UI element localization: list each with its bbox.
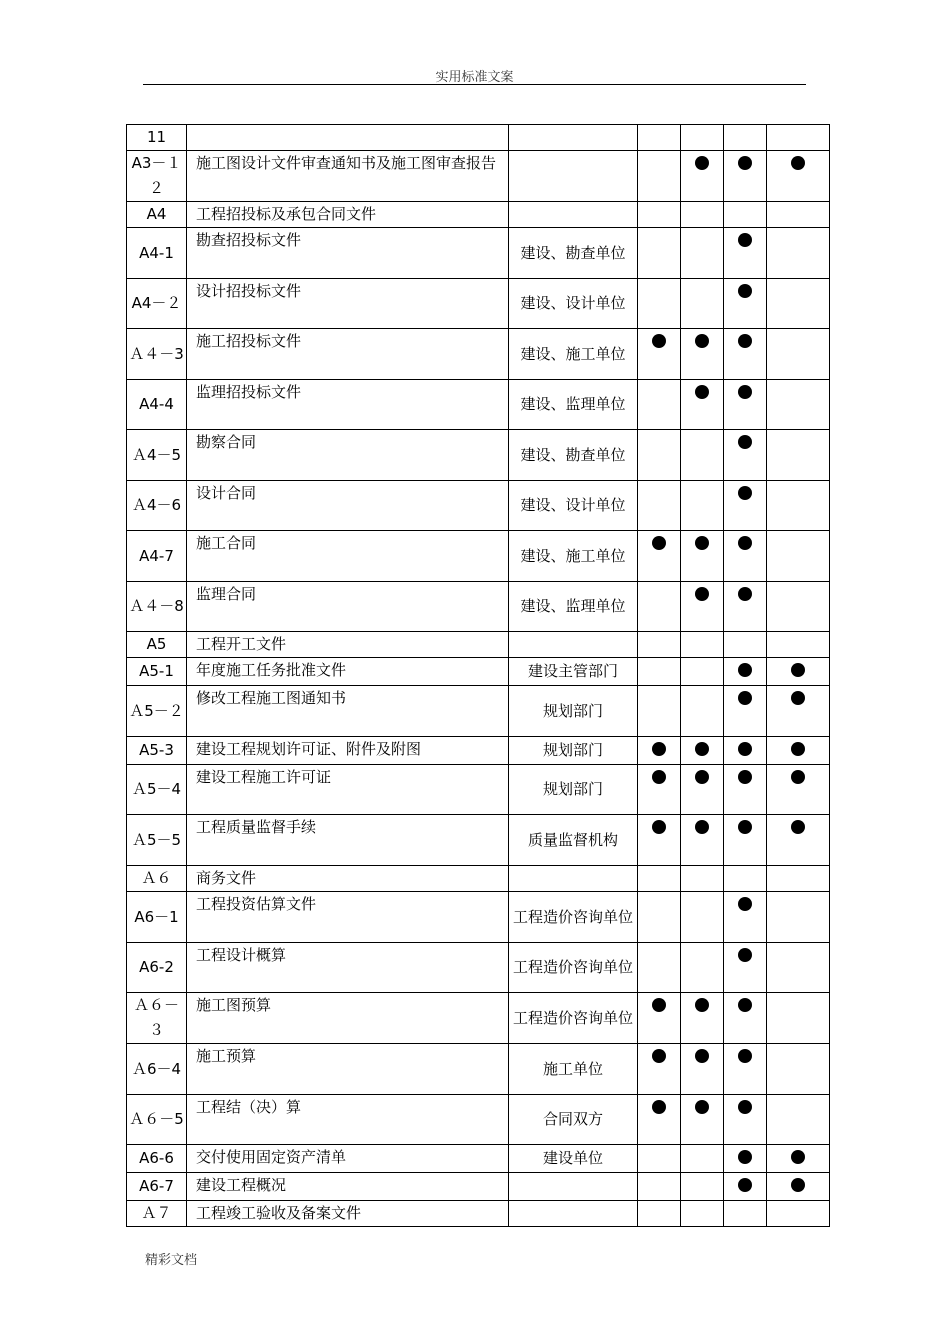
- row-title: [187, 125, 509, 151]
- filled-circle-icon: [652, 334, 666, 348]
- row-mark-1: [638, 892, 681, 943]
- filled-circle-icon: [695, 587, 709, 601]
- row-mark-1: [638, 943, 681, 993]
- filled-circle-icon: [738, 385, 752, 399]
- row-mark-3: [724, 531, 767, 582]
- row-mark-3: [724, 632, 767, 658]
- row-mark-3: [724, 815, 767, 866]
- row-title: 工程开工文件: [187, 632, 509, 658]
- row-title: 工程质量监督手续: [187, 815, 509, 866]
- row-mark-3: [724, 1201, 767, 1227]
- row-mark-1: [638, 531, 681, 582]
- row-mark-4: [767, 737, 830, 765]
- row-code: 11: [127, 125, 187, 151]
- filled-circle-icon: [738, 897, 752, 911]
- row-code: A5-3: [127, 737, 187, 765]
- row-mark-3: [724, 1044, 767, 1095]
- table-row: [127, 993, 830, 1044]
- filled-circle-icon: [695, 385, 709, 399]
- table-row: [127, 737, 830, 765]
- filled-circle-icon: [652, 998, 666, 1012]
- row-mark-2: [681, 430, 724, 481]
- table-row: [127, 943, 830, 993]
- row-mark-2: [681, 1095, 724, 1145]
- row-code: Ａ5－２: [127, 686, 187, 737]
- row-mark-2: [681, 1044, 724, 1095]
- row-mark-3: [724, 686, 767, 737]
- row-mark-4: [767, 686, 830, 737]
- row-unit: [509, 1201, 638, 1227]
- filled-circle-icon: [738, 334, 752, 348]
- table-row: [127, 1173, 830, 1201]
- table-row: [127, 380, 830, 430]
- filled-circle-icon: [738, 435, 752, 449]
- row-mark-4: [767, 866, 830, 892]
- row-title: 工程结（决）算: [187, 1095, 509, 1145]
- filled-circle-icon: [695, 156, 709, 170]
- row-code: A4-1: [127, 228, 187, 279]
- row-title: 勘查招投标文件: [187, 228, 509, 279]
- filled-circle-icon: [791, 820, 805, 834]
- row-title: 建设工程施工许可证: [187, 765, 509, 815]
- filled-circle-icon: [695, 334, 709, 348]
- row-mark-2: [681, 151, 724, 202]
- row-unit: 建设、监理单位: [509, 582, 638, 632]
- row-unit: 建设、施工单位: [509, 329, 638, 380]
- filled-circle-icon: [652, 742, 666, 756]
- row-mark-2: [681, 993, 724, 1044]
- filled-circle-icon: [738, 663, 752, 677]
- row-mark-1: [638, 737, 681, 765]
- row-code: A5-1: [127, 658, 187, 686]
- filled-circle-icon: [738, 1178, 752, 1192]
- row-title: 施工合同: [187, 531, 509, 582]
- row-code: A4-7: [127, 531, 187, 582]
- row-mark-2: [681, 329, 724, 380]
- filled-circle-icon: [695, 536, 709, 550]
- row-title: 交付使用固定资产清单: [187, 1145, 509, 1173]
- row-mark-2: [681, 686, 724, 737]
- row-mark-2: [681, 765, 724, 815]
- table-row: [127, 151, 830, 202]
- row-title: 工程竣工验收及备案文件: [187, 1201, 509, 1227]
- page-header: 实用标准文案: [435, 70, 514, 85]
- row-code: Ａ4－6: [127, 481, 187, 531]
- row-unit: [509, 866, 638, 892]
- filled-circle-icon: [738, 1150, 752, 1164]
- row-mark-1: [638, 1145, 681, 1173]
- row-mark-4: [767, 765, 830, 815]
- table-row: [127, 866, 830, 892]
- row-unit: 建设、设计单位: [509, 279, 638, 329]
- row-mark-4: [767, 279, 830, 329]
- row-title: 设计招投标文件: [187, 279, 509, 329]
- row-unit: 规划部门: [509, 765, 638, 815]
- table-row: [127, 125, 830, 151]
- row-mark-2: [681, 658, 724, 686]
- row-mark-2: [681, 866, 724, 892]
- row-unit: 工程造价咨询单位: [509, 943, 638, 993]
- row-mark-1: [638, 1095, 681, 1145]
- row-mark-3: [724, 866, 767, 892]
- filled-circle-icon: [738, 233, 752, 247]
- row-mark-4: [767, 151, 830, 202]
- row-mark-1: [638, 481, 681, 531]
- row-mark-4: [767, 582, 830, 632]
- row-unit: [509, 1173, 638, 1201]
- row-mark-2: [681, 481, 724, 531]
- row-mark-2: [681, 892, 724, 943]
- table-row: [127, 531, 830, 582]
- row-mark-1: [638, 658, 681, 686]
- filled-circle-icon: [695, 770, 709, 784]
- row-mark-2: [681, 531, 724, 582]
- row-code: A4－２: [127, 279, 187, 329]
- row-mark-4: [767, 430, 830, 481]
- header-rule: [143, 84, 806, 85]
- row-mark-3: [724, 228, 767, 279]
- row-mark-3: [724, 658, 767, 686]
- row-code: A6-6: [127, 1145, 187, 1173]
- filled-circle-icon: [791, 770, 805, 784]
- row-mark-2: [681, 815, 724, 866]
- row-unit: 建设、设计单位: [509, 481, 638, 531]
- row-mark-2: [681, 228, 724, 279]
- table-row: [127, 1201, 830, 1227]
- filled-circle-icon: [791, 1150, 805, 1164]
- row-title: 工程设计概算: [187, 943, 509, 993]
- row-mark-3: [724, 481, 767, 531]
- row-mark-1: [638, 329, 681, 380]
- row-unit: 合同双方: [509, 1095, 638, 1145]
- table-body: [127, 125, 830, 1227]
- row-unit: [509, 151, 638, 202]
- row-title: 施工预算: [187, 1044, 509, 1095]
- filled-circle-icon: [791, 742, 805, 756]
- row-title: 工程投资估算文件: [187, 892, 509, 943]
- filled-circle-icon: [695, 742, 709, 756]
- table-row: [127, 686, 830, 737]
- table-row: [127, 329, 830, 380]
- row-mark-1: [638, 380, 681, 430]
- table-row: [127, 815, 830, 866]
- table-row: [127, 481, 830, 531]
- row-mark-4: [767, 1145, 830, 1173]
- row-mark-1: [638, 1201, 681, 1227]
- row-mark-4: [767, 202, 830, 228]
- table-row: [127, 228, 830, 279]
- row-title: 建设工程规划许可证、附件及附图: [187, 737, 509, 765]
- row-mark-4: [767, 1201, 830, 1227]
- row-title: 商务文件: [187, 866, 509, 892]
- row-unit: 工程造价咨询单位: [509, 993, 638, 1044]
- row-mark-1: [638, 582, 681, 632]
- row-mark-2: [681, 125, 724, 151]
- filled-circle-icon: [738, 587, 752, 601]
- filled-circle-icon: [695, 820, 709, 834]
- row-mark-1: [638, 279, 681, 329]
- row-code: Ａ４－3: [127, 329, 187, 380]
- row-code: A4: [127, 202, 187, 228]
- row-mark-3: [724, 993, 767, 1044]
- filled-circle-icon: [791, 1178, 805, 1192]
- filled-circle-icon: [738, 820, 752, 834]
- filled-circle-icon: [738, 691, 752, 705]
- row-mark-2: [681, 943, 724, 993]
- filled-circle-icon: [791, 663, 805, 677]
- row-mark-3: [724, 582, 767, 632]
- row-mark-3: [724, 151, 767, 202]
- row-unit: 规划部门: [509, 686, 638, 737]
- row-mark-4: [767, 531, 830, 582]
- row-unit: 质量监督机构: [509, 815, 638, 866]
- row-mark-1: [638, 632, 681, 658]
- filled-circle-icon: [695, 1100, 709, 1114]
- row-mark-4: [767, 658, 830, 686]
- row-mark-1: [638, 202, 681, 228]
- row-code: Ａ4－5: [127, 430, 187, 481]
- filled-circle-icon: [652, 820, 666, 834]
- row-code: A6-7: [127, 1173, 187, 1201]
- row-mark-4: [767, 125, 830, 151]
- row-unit: [509, 202, 638, 228]
- row-mark-3: [724, 1095, 767, 1145]
- row-mark-2: [681, 737, 724, 765]
- row-mark-3: [724, 125, 767, 151]
- row-mark-2: [681, 1201, 724, 1227]
- row-mark-4: [767, 1095, 830, 1145]
- filled-circle-icon: [791, 691, 805, 705]
- row-mark-4: [767, 228, 830, 279]
- row-mark-3: [724, 430, 767, 481]
- row-code: Ａ６: [127, 866, 187, 892]
- row-code: A6-2: [127, 943, 187, 993]
- row-code: Ａ７: [127, 1201, 187, 1227]
- table-row: [127, 582, 830, 632]
- row-title: 年度施工任务批准文件: [187, 658, 509, 686]
- row-mark-3: [724, 329, 767, 380]
- row-code: A5: [127, 632, 187, 658]
- row-title: 监理合同: [187, 582, 509, 632]
- row-mark-3: [724, 279, 767, 329]
- row-code: Ａ6－4: [127, 1044, 187, 1095]
- filled-circle-icon: [738, 284, 752, 298]
- row-mark-3: [724, 892, 767, 943]
- row-mark-1: [638, 151, 681, 202]
- row-mark-1: [638, 686, 681, 737]
- row-mark-1: [638, 815, 681, 866]
- filled-circle-icon: [652, 536, 666, 550]
- filled-circle-icon: [695, 998, 709, 1012]
- filled-circle-icon: [738, 536, 752, 550]
- table-row: [127, 430, 830, 481]
- filled-circle-icon: [791, 156, 805, 170]
- row-mark-1: [638, 1044, 681, 1095]
- row-unit: 建设、勘查单位: [509, 430, 638, 481]
- table-row: [127, 1145, 830, 1173]
- row-mark-4: [767, 1173, 830, 1201]
- row-mark-1: [638, 430, 681, 481]
- row-title: 施工图设计文件审查通知书及施工图审查报告: [187, 151, 509, 202]
- row-mark-1: [638, 228, 681, 279]
- row-mark-4: [767, 329, 830, 380]
- row-mark-2: [681, 202, 724, 228]
- filled-circle-icon: [652, 1100, 666, 1114]
- row-code: Ａ４－8: [127, 582, 187, 632]
- filled-circle-icon: [738, 770, 752, 784]
- row-mark-3: [724, 202, 767, 228]
- row-mark-2: [681, 582, 724, 632]
- row-title: 勘察合同: [187, 430, 509, 481]
- row-title: 监理招投标文件: [187, 380, 509, 430]
- row-mark-4: [767, 892, 830, 943]
- row-title: 建设工程概况: [187, 1173, 509, 1201]
- row-title: 施工图预算: [187, 993, 509, 1044]
- row-mark-3: [724, 380, 767, 430]
- row-mark-4: [767, 943, 830, 993]
- row-mark-3: [724, 943, 767, 993]
- row-mark-2: [681, 1145, 724, 1173]
- table-row: [127, 892, 830, 943]
- row-mark-4: [767, 632, 830, 658]
- row-mark-3: [724, 765, 767, 815]
- row-title: 施工招投标文件: [187, 329, 509, 380]
- row-mark-4: [767, 1044, 830, 1095]
- row-mark-2: [681, 632, 724, 658]
- row-code: A6－1: [127, 892, 187, 943]
- filled-circle-icon: [738, 156, 752, 170]
- table-row: [127, 1044, 830, 1095]
- table-row: [127, 279, 830, 329]
- row-code: Ａ5－4: [127, 765, 187, 815]
- row-title: 修改工程施工图通知书: [187, 686, 509, 737]
- row-code: Ａ６－5: [127, 1095, 187, 1145]
- row-mark-4: [767, 993, 830, 1044]
- row-unit: 工程造价咨询单位: [509, 892, 638, 943]
- row-mark-2: [681, 380, 724, 430]
- row-code: A4-4: [127, 380, 187, 430]
- row-unit: 规划部门: [509, 737, 638, 765]
- row-mark-1: [638, 993, 681, 1044]
- row-unit: 施工单位: [509, 1044, 638, 1095]
- row-unit: [509, 632, 638, 658]
- row-mark-4: [767, 380, 830, 430]
- row-mark-1: [638, 1173, 681, 1201]
- filled-circle-icon: [738, 998, 752, 1012]
- table-row: [127, 202, 830, 228]
- table-row: [127, 658, 830, 686]
- row-unit: 建设主管部门: [509, 658, 638, 686]
- row-mark-1: [638, 765, 681, 815]
- row-unit: 建设、监理单位: [509, 380, 638, 430]
- table-row: [127, 632, 830, 658]
- filled-circle-icon: [738, 742, 752, 756]
- row-mark-3: [724, 1145, 767, 1173]
- filled-circle-icon: [652, 770, 666, 784]
- row-mark-1: [638, 125, 681, 151]
- filled-circle-icon: [738, 948, 752, 962]
- row-title: 工程招投标及承包合同文件: [187, 202, 509, 228]
- row-title: 设计合同: [187, 481, 509, 531]
- row-unit: 建设、勘查单位: [509, 228, 638, 279]
- row-mark-4: [767, 815, 830, 866]
- table-row: [127, 1095, 830, 1145]
- filled-circle-icon: [652, 1049, 666, 1063]
- archive-table: [126, 124, 830, 1227]
- row-unit: 建设单位: [509, 1145, 638, 1173]
- row-mark-3: [724, 1173, 767, 1201]
- row-code: A3－１２: [127, 151, 187, 202]
- row-code: Ａ5－5: [127, 815, 187, 866]
- row-unit: [509, 125, 638, 151]
- filled-circle-icon: [695, 1049, 709, 1063]
- table-row: [127, 765, 830, 815]
- page-footer: 精彩文档: [145, 1253, 198, 1268]
- filled-circle-icon: [738, 1100, 752, 1114]
- filled-circle-icon: [738, 1049, 752, 1063]
- filled-circle-icon: [738, 486, 752, 500]
- row-code: Ａ６－３: [127, 993, 187, 1044]
- row-mark-4: [767, 481, 830, 531]
- row-mark-2: [681, 1173, 724, 1201]
- row-mark-2: [681, 279, 724, 329]
- row-mark-3: [724, 737, 767, 765]
- row-unit: 建设、施工单位: [509, 531, 638, 582]
- row-mark-1: [638, 866, 681, 892]
